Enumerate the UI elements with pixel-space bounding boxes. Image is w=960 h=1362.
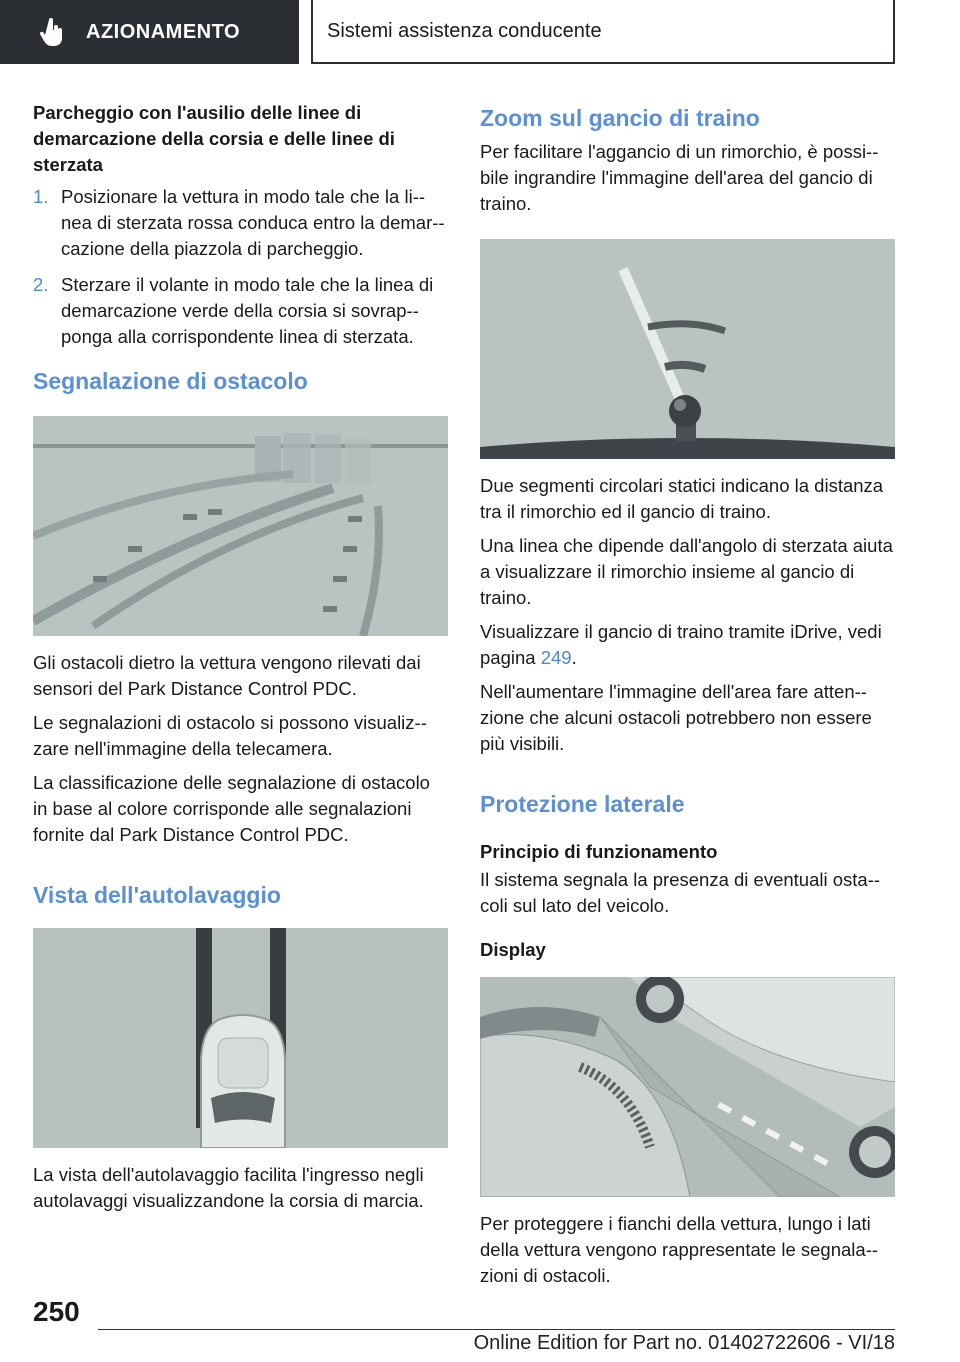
tow-hitch-image (480, 239, 895, 459)
obstacle-paragraph: Le segnalazioni di ostacolo si possono visualiz-zare nell'immagine della telecamera. (33, 712, 427, 759)
step-number: 1. (33, 186, 49, 207)
tow-paragraph-text: Visualizzare il gancio di traino tramite iDrive, vedi pagina (480, 621, 882, 668)
side-protection-heading: Protezione laterale (480, 791, 685, 817)
left-column (33, 100, 448, 1214)
list-item (33, 272, 448, 350)
obstacle-camera-image (33, 416, 448, 636)
side-subheading: Principio di funzionamento (480, 841, 718, 862)
step-text: Sterzare il volante in modo tale che la linea di demarcazione verde della corsia si sovrap-ponga alla corrispondente linea di sterzata. (61, 274, 434, 347)
tow-paragraph: Due segmenti circolari statici indicano la distanza tra il rimorchio ed il gancio di traino. (480, 475, 884, 522)
tow-paragraph (480, 619, 895, 671)
list-item (33, 184, 448, 262)
display-subheading: Display (480, 939, 546, 960)
tow-heading: Zoom sul gancio di traino (480, 105, 760, 131)
carwash-paragraph: La vista dell'autolavaggio facilita l'ingresso negli autolavaggi visualizzandone la corsia di marcia. (33, 1164, 424, 1211)
tow-paragraph: Per facilitare l'aggancio di un rimorchio, è possi-bile ingrandire l'immagine dell'area del gancio di traino. (480, 141, 879, 214)
carwash-camera-image (33, 928, 448, 1148)
hand-pointer-icon (40, 12, 80, 52)
parking-steps (33, 184, 448, 350)
side-paragraph: Il sistema segnala la presenza di eventuali osta-coli sul lato del veicolo. (480, 869, 881, 916)
section-tab-label: AZIONAMENTO (86, 20, 241, 43)
page-link[interactable]: 249 (540, 647, 572, 668)
right-column (480, 100, 895, 1289)
carwash-heading: Vista dell'autolavaggio (33, 882, 281, 908)
parking-subheading: Parcheggio con l'ausilio delle linee di demarcazione della corsia e delle linee di sterzata (33, 102, 395, 175)
obstacle-heading: Segnalazione di ostacolo (33, 368, 308, 394)
obstacle-paragraph: Gli ostacoli dietro la vettura vengono rilevati dai sensori del Park Distance Control PDC. (33, 652, 421, 699)
section-tab[interactable] (0, 0, 299, 64)
step-text: Posizionare la vettura in modo tale che la li-nea di sterzata rossa conduca entro la demar-cazione della piazzola di parcheggio. (61, 186, 445, 259)
page-number: 250 (33, 1296, 80, 1327)
tow-paragraph: Una linea che dipende dall'angolo di sterzata aiuta a visualizzare il rimorchio insieme al gancio di traino. (480, 535, 893, 608)
footer-edition: Online Edition for Part no. 01402722606 - VI/18 (473, 1332, 895, 1354)
chapter-title: Sistemi assistenza conducente (311, 0, 895, 64)
footer-divider (98, 1329, 895, 1330)
tow-paragraph-end: . (571, 647, 577, 668)
step-number: 2. (33, 274, 49, 295)
side-protection-image (480, 977, 895, 1197)
tow-paragraph: Nell'aumentare l'immagine dell'area fare atten-zione che alcuni ostacoli potrebbero non essere più visibili. (480, 681, 872, 754)
obstacle-paragraph: La classificazione delle segnalazione di ostacolo in base al colore corrisponde alle segnalazioni fornite dal Park Distance Control PDC. (33, 772, 430, 845)
side-paragraph: Per proteggere i fianchi della vettura, lungo i lati della vettura vengono rappresentate le segnala-zioni di ostacoli. (480, 1213, 879, 1286)
